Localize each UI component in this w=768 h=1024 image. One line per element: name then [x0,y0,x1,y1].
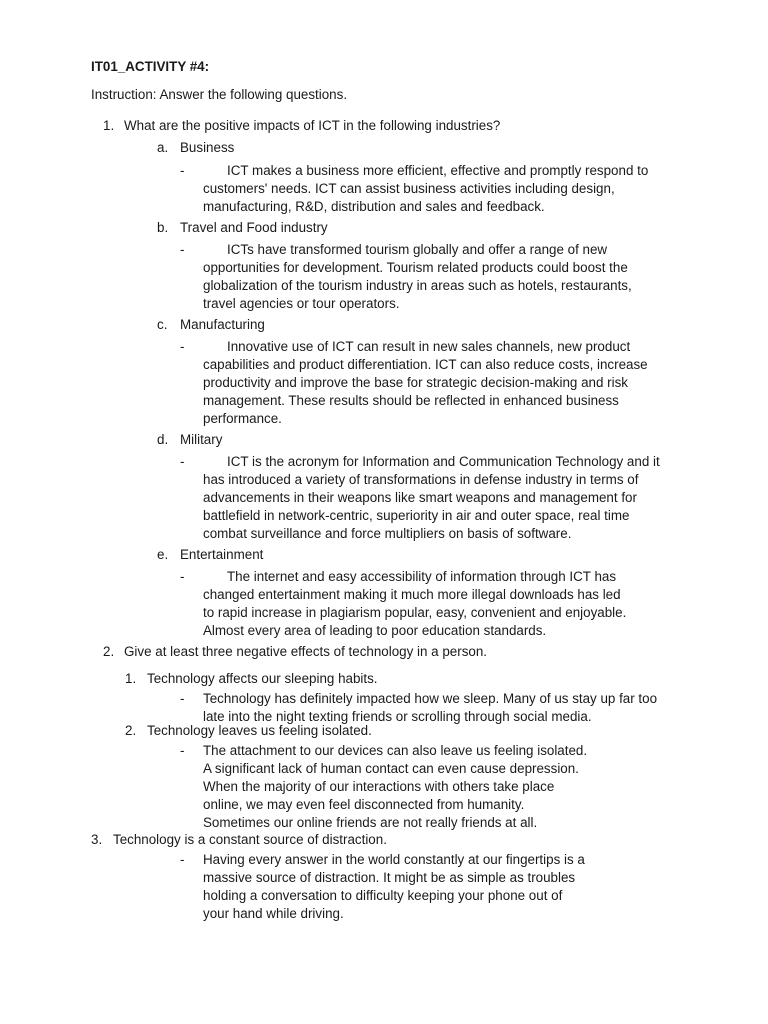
answer-line: Innovative use of ICT can result in new sales channels, new product [227,339,631,354]
answer-line: Almost every area of leading to poor education standards. [203,623,547,638]
answer-line: travel agencies or tour operators. [203,296,400,311]
answer-line: advancements in their weapons like smart weapons and management for [203,490,637,505]
item-d-letter: d. [157,432,169,447]
effect-3-number: 3. [91,832,103,847]
bullet-dash: - [180,691,185,706]
item-a-label: Business [180,140,235,155]
answer-line: When the majority of our interactions with others take place [203,779,555,794]
item-a-answer [203,162,648,216]
bullet-dash: - [180,852,185,867]
effect-2-answer [203,742,587,832]
item-b-answer [203,241,632,313]
answer-line: The internet and easy accessibility of information through ICT has [227,569,617,584]
answer-line: your hand while driving. [203,906,344,921]
item-d-answer [203,453,660,543]
answer-line: has introduced a variety of transformations in defense industry in terms of [203,472,639,487]
answer-line: ICT makes a business more efficient, effective and promptly respond to [227,163,649,178]
item-e-answer [203,568,626,640]
answer-line: performance. [203,411,282,426]
answer-line: Technology has definitely impacted how we sleep. Many of us stay up far too [203,691,658,706]
item-e-label: Entertainment [180,547,264,562]
bullet-dash: - [180,242,185,257]
answer-line: customers' needs. ICT can assist business activities including design, [203,181,615,196]
effect-2-number: 2. [125,723,137,738]
answer-line: battlefield in network-centric, superiority in air and outer space, real time [203,508,630,523]
effect-3-label: Technology is a constant source of distraction. [113,832,387,847]
effect-2-label: Technology leaves us feeling isolated. [147,723,372,738]
item-c-label: Manufacturing [180,317,265,332]
item-c-answer [203,338,648,428]
bullet-dash: - [180,569,185,584]
answer-line: ICT is the acronym for Information and Communication Technology and it [227,454,660,469]
answer-line: management. These results should be reflected in enhanced business [203,393,619,408]
answer-line: A significant lack of human contact can even cause depression. [203,761,579,776]
item-b-letter: b. [157,220,169,235]
answer-line: to rapid increase in plagiarism popular, easy, convenient and enjoyable. [203,605,627,620]
answer-line: globalization of the tourism industry in areas such as hotels, restaurants, [203,278,632,293]
answer-line: massive source of distraction. It might be as simple as troubles [203,870,576,885]
question-2-text: Give at least three negative effects of technology in a person. [124,644,488,659]
question-2-number: 2. [103,644,115,659]
question-1-text: What are the positive impacts of ICT in the following industries? [124,118,501,133]
answer-line: ICTs have transformed tourism globally and offer a range of new [227,242,608,257]
answer-line: holding a conversation to difficulty keeping your phone out of [203,888,563,903]
answer-line: Having every answer in the world constantly at our fingertips is a [203,852,585,867]
item-c-letter: c. [157,317,168,332]
answer-line: Sometimes our online friends are not really friends at all. [203,815,538,830]
bullet-dash: - [180,743,185,758]
bullet-dash: - [180,163,185,178]
question-1-number: 1. [103,118,115,133]
answer-line: changed entertainment making it much more illegal downloads has led [203,587,621,602]
answer-line: manufacturing, R&D, distribution and sales and feedback. [203,199,545,214]
answer-line: The attachment to our devices can also leave us feeling isolated. [203,743,588,758]
item-a-letter: a. [157,140,169,155]
answer-line: capabilities and product differentiation. ICT can also reduce costs, increase [203,357,648,372]
page-title: IT01_ACTIVITY #4: [91,59,210,74]
effect-1-number: 1. [125,671,137,686]
answer-line: combat surveillance and force multipliers on basis of software. [203,526,572,541]
effect-3-answer [203,851,585,923]
item-e-letter: e. [157,547,169,562]
answer-line: opportunities for development. Tourism related products could boost the [203,260,628,275]
answer-line: productivity and improve the base for strategic decision-making and risk [203,375,628,390]
item-d-label: Military [180,432,223,447]
bullet-dash: - [180,454,185,469]
answer-line: late into the night texting friends or scrolling through social media. [203,709,592,724]
effect-1-label: Technology affects our sleeping habits. [147,671,378,686]
effect-1-answer [203,690,657,726]
answer-line: online, we may even feel disconnected from humanity. [203,797,525,812]
instruction-text: Instruction: Answer the following questions. [91,87,348,102]
bullet-dash: - [180,339,185,354]
item-b-label: Travel and Food industry [180,220,328,235]
